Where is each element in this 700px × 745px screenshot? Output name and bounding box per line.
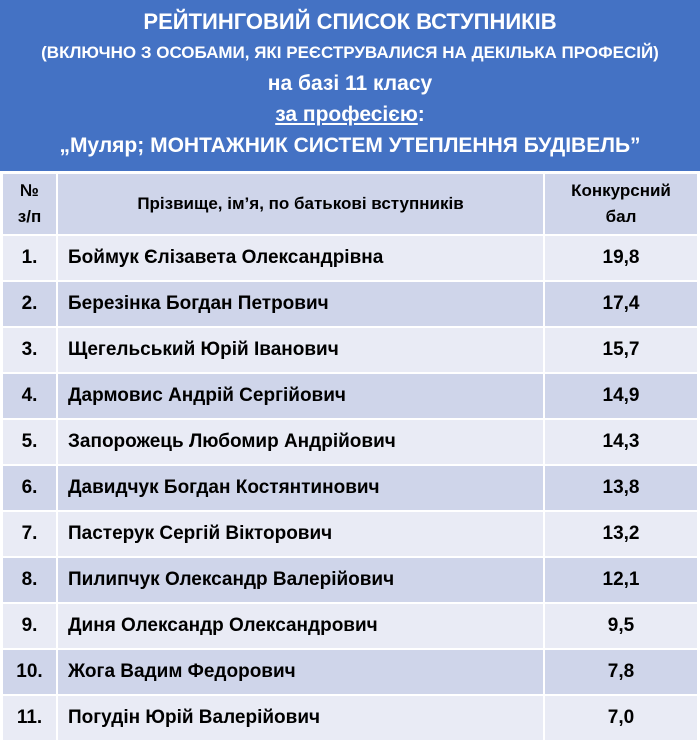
applicant-name: Боймук Єлізавета Олександрівна [57,235,544,281]
competitive-score: 13,2 [544,511,698,557]
competitive-score: 9,5 [544,603,698,649]
title-banner [0,0,700,171]
applicant-name: Запорожець Любомир Андрійович [57,419,544,465]
competitive-score: 7,8 [544,649,698,695]
row-number: 7. [2,511,57,557]
competitive-score: 14,3 [544,419,698,465]
applicant-name: Пилипчук Олександр Валерійович [57,557,544,603]
table-row [2,373,698,419]
applicant-name: Щегельський Юрій Іванович [57,327,544,373]
competitive-score: 12,1 [544,557,698,603]
competitive-score: 13,8 [544,465,698,511]
competitive-score: 15,7 [544,327,698,373]
column-header-score-line2: бал [605,207,637,226]
profession-name: „Муляр; МОНТАЖНИК СИСТЕМ УТЕПЛЕННЯ БУДІВЕЛЬ” [59,134,641,157]
competitive-score: 7,0 [544,695,698,741]
table-row [2,557,698,603]
row-number: 4. [2,373,57,419]
applicant-name: Жога Вадим Федорович [57,649,544,695]
row-number: 9. [2,603,57,649]
applicant-name: Погудін Юрій Валерійович [57,695,544,741]
column-header-score-line1: Конкурсний [571,181,671,200]
table-row [2,281,698,327]
profession-label-colon: : [417,103,425,126]
column-header-score [544,173,698,235]
applicant-name: Березінка Богдан Петрович [57,281,544,327]
applicant-name: Дармовис Андрій Сергійович [57,373,544,419]
table-row [2,511,698,557]
row-number: 11. [2,695,57,741]
row-number: 10. [2,649,57,695]
applicant-name: Пастерук Сергій Вікторович [57,511,544,557]
column-header-number [2,173,57,235]
competitive-score: 19,8 [544,235,698,281]
list-subtitle: (ВКЛЮЧНО З ОСОБАМИ, ЯКІ РЕЄСТРУВАЛИСЯ НА ДЕКІЛЬКА ПРОФЕСІЙ) [41,43,659,62]
column-header-number-line2: з/п [17,207,42,226]
education-basis: на базі 11 класу [267,72,433,95]
list-title: РЕЙТИНГОВИЙ СПИСОК ВСТУПНИКІВ [143,9,557,34]
competitive-score: 17,4 [544,281,698,327]
row-number: 2. [2,281,57,327]
table-row [2,235,698,281]
competitive-score: 14,9 [544,373,698,419]
row-number: 3. [2,327,57,373]
table-row [2,695,698,741]
row-number: 5. [2,419,57,465]
applicant-name: Диня Олександр Олександрович [57,603,544,649]
table-row [2,465,698,511]
table-header-row [2,173,698,235]
ranking-table [1,172,699,742]
column-header-number-line1: № [20,181,39,200]
table-row [2,327,698,373]
row-number: 8. [2,557,57,603]
row-number: 6. [2,465,57,511]
applicant-name: Давидчук Богдан Костянтинович [57,465,544,511]
table-row [2,649,698,695]
table-row [2,419,698,465]
profession-label-line [0,99,700,130]
profession-label: за професією [275,103,418,126]
column-header-name: Прізвище, ім’я, по батькові вступників [57,173,544,235]
table-row [2,603,698,649]
row-number: 1. [2,235,57,281]
